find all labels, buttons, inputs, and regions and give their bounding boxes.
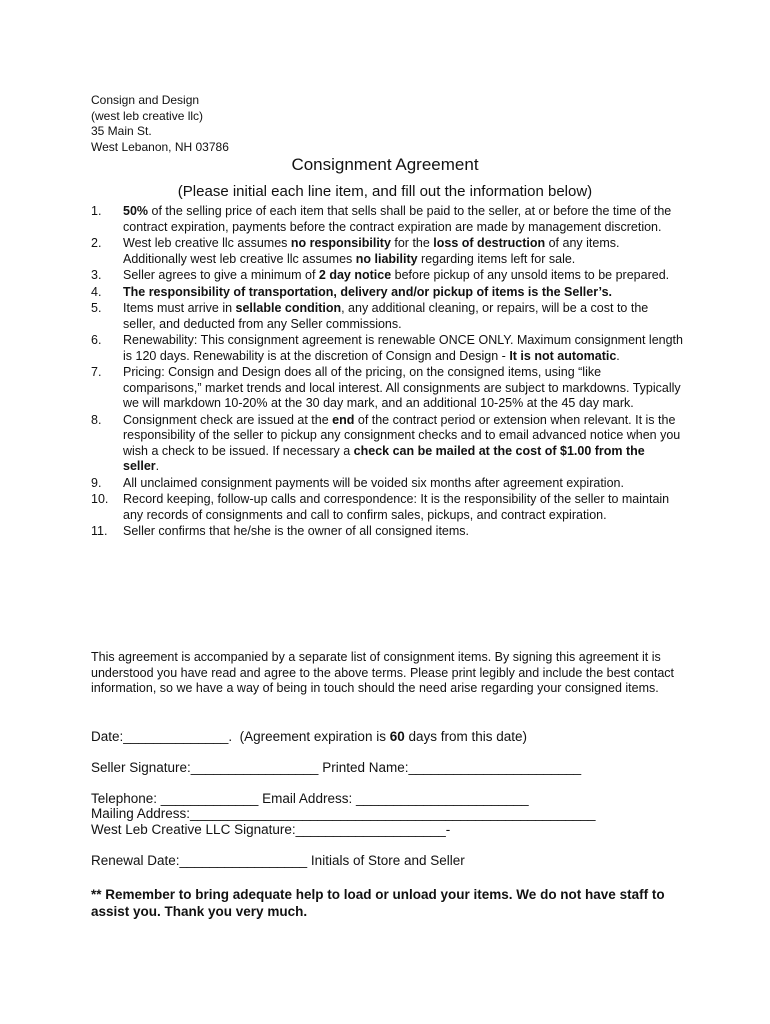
terms-list — [91, 204, 683, 541]
term-item — [91, 268, 683, 284]
term-item — [91, 365, 683, 412]
document-title: Consignment Agreement — [291, 155, 479, 174]
term-bold-text: loss of destruction — [433, 236, 546, 250]
term-item — [91, 413, 683, 475]
closing-note: ** Remember to bring adequate help to load or unload your items. We do not have staff to assist you. Thank you very much. — [91, 887, 665, 919]
company-address-block — [91, 93, 229, 155]
term-text: of any items. Additionally west leb creative llc assumes — [123, 236, 620, 266]
expiration-days: 60 — [389, 729, 405, 744]
renewal-date-field: Renewal Date:_________________ Initials of Store and Seller — [91, 853, 465, 868]
term-text: regarding items left for sale. — [417, 251, 576, 266]
term-number: 9. — [91, 475, 102, 490]
term-item — [91, 204, 683, 235]
term-text: West leb creative llc assumes — [123, 236, 291, 250]
term-bold-text: It is not automatic — [509, 348, 617, 363]
term-number: 1. — [91, 204, 102, 218]
date-note: days from this date) — [404, 729, 528, 744]
term-number: 4. — [91, 284, 102, 299]
term-text: . — [155, 459, 160, 473]
term-text: Consignment check are issued at the — [123, 412, 333, 427]
term-number: 6. — [91, 333, 102, 347]
term-text: for the — [390, 236, 434, 250]
term-text: Pricing: Consign and Design does all of the pricing, on the consigned items, using “like comparisons,” market trends and local interest. All consignments are subject to markdowns. Typically we will markdown 10-20% at the 30 day mark, and an additional 10-25% at the 45 day mark. — [123, 365, 681, 410]
term-item — [91, 524, 683, 540]
mailing-address-field: Mailing Address:______________________________________________________ — [91, 806, 596, 821]
term-item — [91, 476, 683, 492]
term-text: of the selling price of each item that sells shall be paid to the seller, at or before the time of the contract expiration, payments before the contract expiration are made by management discretion. — [123, 204, 672, 234]
term-item — [91, 236, 683, 267]
term-bold-text: sellable condition — [235, 301, 342, 315]
telephone-email-field: Telephone: _____________ Email Address: _______________________ — [91, 791, 529, 806]
term-bold-text: check can be mailed at the cost of $1.00 from the seller — [123, 443, 645, 473]
term-item — [91, 301, 683, 332]
term-text: before pickup of any unsold items to be prepared. — [391, 268, 670, 282]
term-text: Renewability: This consignment agreement is renewable ONCE ONLY. Maximum consignment length is 120 days. Renewability is at the discretion of Consign and Design - — [123, 333, 683, 363]
term-text: , any additional cleaning, or repairs, will be a cost to the seller, and deducted from any Seller commissions. — [123, 301, 649, 331]
term-item — [91, 492, 683, 523]
term-bold-text: end — [332, 412, 355, 427]
term-bold-text: 50% — [123, 204, 149, 218]
term-text: Record keeping, follow-up calls and correspondence: It is the responsibility of the seller to maintain any records of consignments and call to confirm sales, pickups, and contract expiration. — [123, 492, 670, 522]
date-label: Date:______________. (Agreement expiration is — [91, 729, 390, 744]
term-number: 5. — [91, 301, 102, 315]
term-text: . — [616, 348, 620, 363]
term-number: 3. — [91, 268, 102, 282]
date-field — [91, 729, 527, 745]
term-number: 11. — [91, 524, 108, 538]
term-bold-text: no responsibility — [290, 236, 391, 250]
company-name: Consign and Design — [91, 93, 200, 107]
city-state-zip: West Lebanon, NH 03786 — [91, 139, 229, 154]
term-text: Seller agrees to give a minimum of — [123, 268, 319, 282]
term-bold-text: 2 day notice — [318, 268, 392, 282]
term-text: of the contract period or extension when relevant. It is the responsibility of the seller to pickup any consignment checks and to email advanced notice when you wish a check to be issued. If necessary a — [123, 412, 681, 458]
agreement-paragraph: This agreement is accompanied by a separate list of consignment items. By signing this agreement it is understood you have read and agree to the above terms. Please print legibly and include the best contact information, so we have a way of being in touch should the need arise regarding your consigned items. — [91, 650, 675, 695]
term-number: 8. — [91, 412, 102, 427]
company-legal-name: (west leb creative llc) — [91, 108, 204, 123]
westleb-signature-field: West Leb Creative LLC Signature:____________________- — [91, 822, 451, 837]
term-item — [91, 333, 683, 364]
term-text: All unclaimed consignment payments will be voided six months after agreement expiration. — [123, 475, 624, 490]
term-number: 2. — [91, 236, 102, 250]
term-text: Items must arrive in — [123, 301, 236, 315]
term-bold-text: no liability — [355, 251, 418, 266]
term-text: Seller confirms that he/she is the owner of all consigned items. — [123, 524, 470, 538]
street-address: 35 Main St. — [91, 124, 152, 138]
term-bold-text: The responsibility of transportation, delivery and/or pickup of items is the Seller’s. — [123, 284, 612, 299]
term-item — [91, 285, 683, 301]
term-number: 10. — [91, 492, 109, 506]
document-subtitle: (Please initial each line item, and fill out the information below) — [177, 183, 593, 200]
term-number: 7. — [91, 365, 102, 379]
seller-signature-field: Seller Signature:_________________ Printed Name:_______________________ — [91, 760, 582, 775]
